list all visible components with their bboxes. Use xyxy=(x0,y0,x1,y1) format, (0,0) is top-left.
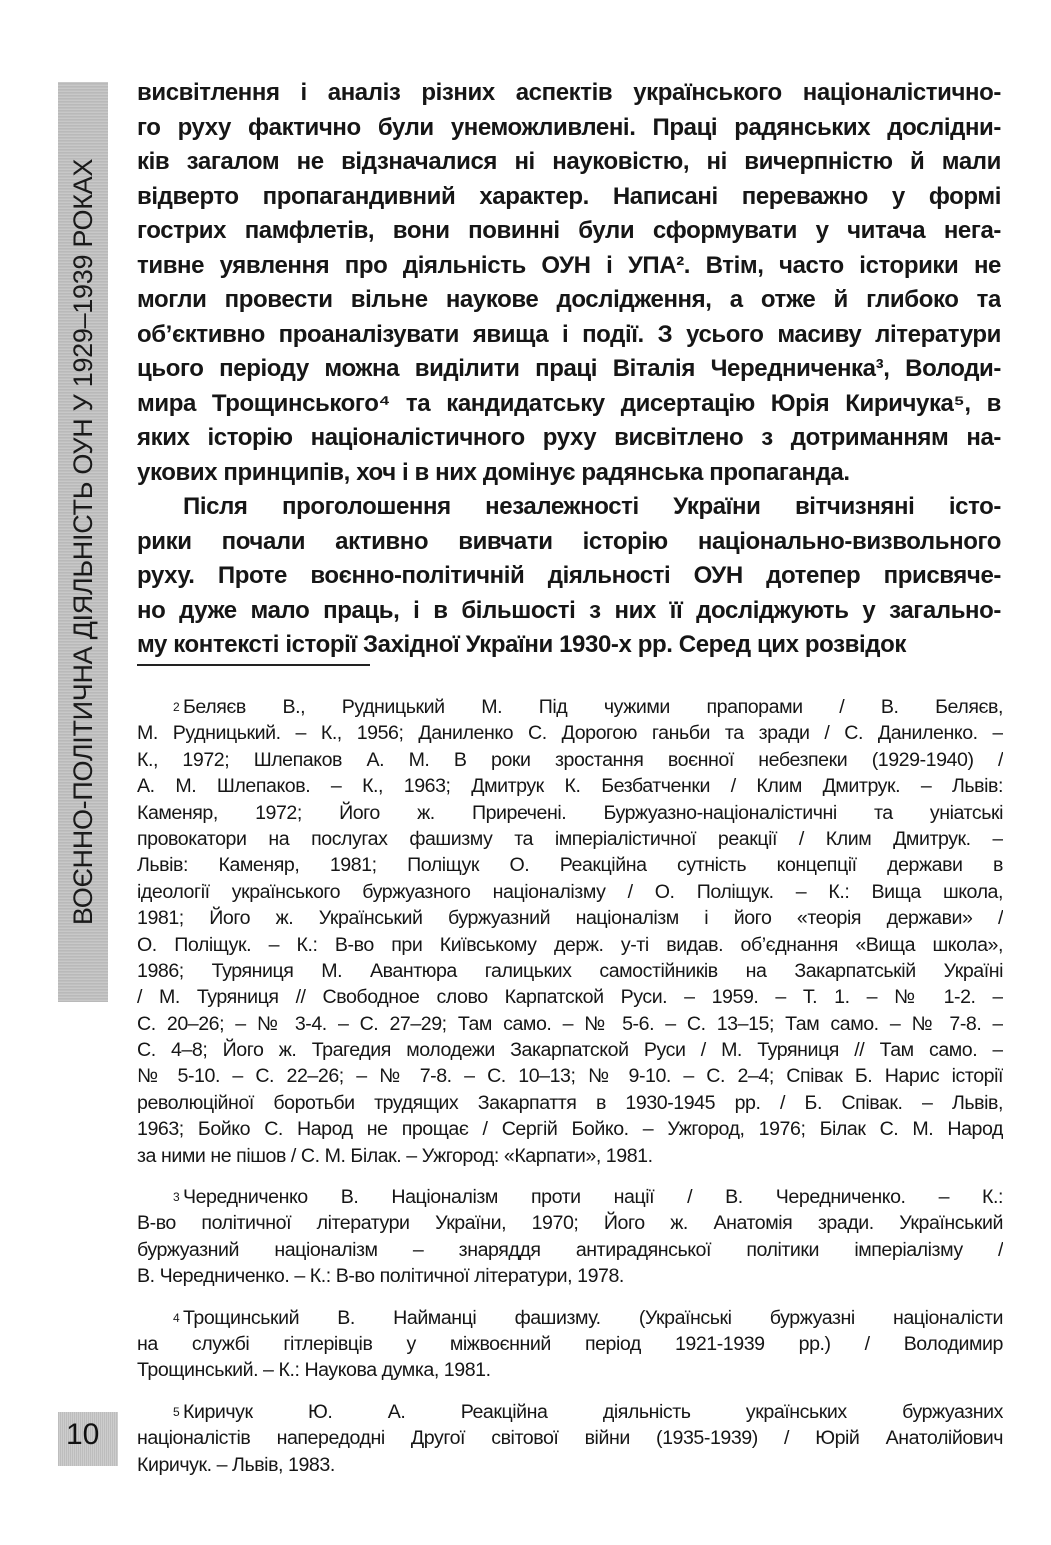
text-line: ків загалом не відзначалися ні науковістю, ні вичерпністю й мали xyxy=(137,148,1001,175)
footnote-line: К., 1972; Шлепаков А. М. В роки зростання воєнної небезпеки (1929-1940) / xyxy=(137,748,1003,771)
paragraph xyxy=(137,490,1001,663)
text-line: мира Трощинського⁴ та кандидатську дисертацію Юрія Киричука⁵, в xyxy=(137,389,1001,417)
footnote-marker: 4 xyxy=(173,1310,180,1325)
footnote-line: О. Поліщук. – К.: В-во при Київському держ. у-ті видав. об’єднання «Вища школа», xyxy=(137,933,1003,956)
footnote-line: / М. Туряниця // Свободное слово Карпатской Руси. – 1959. – Т. 1. – № 1-2. – xyxy=(137,986,1003,1009)
footnote-marker: 2 xyxy=(173,700,180,714)
footnote-line: М. Рудницький. – К., 1956; Даниленко С. Дорогою ганьби та зради / С. Даниленко. – xyxy=(137,722,1003,745)
footnote-line: 1981; Його ж. Український буржуазний націоналізм і його «теорія держави» / xyxy=(137,907,1003,930)
text-line: висвітлення і аналіз різних аспектів українського націоналістично- xyxy=(137,79,1001,106)
footnote-line: 1986; Туряниця М. Авантюра галицьких самостійників на Закарпатській Україні xyxy=(137,959,1003,982)
footnote-line: С. 20–26; – № 3-4. – С. 27–29; Там само. – № 5-6. – С. 13–15; Там само. – № 7-8. – xyxy=(137,1012,1003,1035)
text-line: му контексті історії Західної України 1930-х рр. Серед цих розвідок xyxy=(137,631,906,658)
footnote xyxy=(137,694,1003,1169)
footnote-separator xyxy=(137,664,370,666)
text-line: укових принципів, хоч і в них домінує радянська пропаганда. xyxy=(137,458,850,486)
footnote-line: Трощинський. – К.: Наукова думка, 1981. xyxy=(137,1359,491,1382)
footnote-line: буржуазний націоналізм – знаряддя антирадянської політики імперіалізму / xyxy=(137,1238,1003,1261)
text-line: відверто пропагандивний характер. Написані переважно у формі xyxy=(137,182,1001,210)
footnote-line: революційної боротьби трудящих Закарпаття в 1930-1945 рр. / Б. Співак. – Львів, xyxy=(137,1091,1003,1114)
text-line: го руху фактично були унеможливлені. Праці радянських дослідни- xyxy=(137,113,1001,141)
footnote xyxy=(137,1399,1003,1478)
footnote-line: Киричук. – Львів, 1983. xyxy=(137,1453,335,1476)
text-line: руху. Проте воєнно-політичній діяльності ОУН дотепер присвяче- xyxy=(137,562,1001,589)
footnote-line: Львів: Каменяр, 1981; Поліщук О. Реакційна сутність концепції держави в xyxy=(137,854,1003,877)
text-line: могли провести вільне наукове дослідження, а отже й глибоко та xyxy=(137,286,1001,313)
footnotes xyxy=(137,694,1003,1493)
footnote-marker: 5 xyxy=(173,1404,180,1419)
text-line: тивне уявлення про діяльність ОУН і УПА². Втім, часто історики не xyxy=(137,251,1001,279)
text-line: Після проголошення незалежності України вітчизняні істо- xyxy=(183,493,1001,520)
footnote-line: С. 4–8; Його ж. Трагедия молодежи Закарпатской Руси / М. Туряниця // Там само. – xyxy=(137,1039,1003,1062)
footnote-line: на службі гітлерівців у міжвоєнний період 1921-1939 рр.) / Володимир xyxy=(137,1333,1003,1356)
footnote-line: № 5-10. – С. 22–26; – № 7-8. – С. 10–13; № 9-10. – С. 2–4; Співак Б. Нарис історії xyxy=(137,1065,1003,1088)
text-line: гострих памфлетів, вони повинні були сформувати у читача нега- xyxy=(137,217,1001,244)
footnote-line: провокатори на послугах фашизму та імперіалістичної реакції / Клим Дмитрук. – xyxy=(137,827,1003,850)
footnote-line: Беляєв В., Рудницький М. Під чужими прапорами / В. Беляєв, xyxy=(183,696,1003,718)
footnote-line: Чередниченко В. Націоналізм проти нації / В. Чередниченко. – К.: xyxy=(183,1186,1003,1209)
footnote-line: В-во політичної літератури України, 1970; Його ж. Анатомія зради. Український xyxy=(137,1212,1003,1235)
footnote-line: Киричук Ю. А. Реакційна діяльність українських буржуазних xyxy=(183,1400,1003,1423)
footnote-line: В. Чередниченко. – К.: В-во політичної літератури, 1978. xyxy=(137,1265,624,1288)
page-number: 10 xyxy=(66,1418,100,1451)
text-line: об’єктивно проаналізувати явища і події. З усього масиву літератури xyxy=(137,320,1001,348)
footnote-line: Трощинський В. Найманці фашизму. (Українські буржуазні націоналісти xyxy=(183,1306,1003,1329)
paragraph xyxy=(137,76,1001,490)
footnote-line: ідеології українського буржуазного націоналізму / О. Поліщук. – К.: Вища школа, xyxy=(137,880,1003,903)
running-head: ВОЄННО-ПОЛІТИЧНА ДІЯЛЬНІСТЬ ОУН У 1929–1939 РОКАХ xyxy=(68,158,98,926)
footnote-line: 1963; Бойко С. Народ не прощає / Сергій Бойко. – Ужгород, 1976; Білак С. М. Народ xyxy=(137,1118,1003,1141)
footnote-marker: 3 xyxy=(173,1190,180,1205)
footnote-line: націоналістів напередодні Другої світової війни (1935-1939) / Юрій Анатолійович xyxy=(137,1427,1003,1450)
footnote xyxy=(137,1305,1003,1384)
footnote-line: Каменяр, 1972; Його ж. Приречені. Буржуазно-націоналістичні та уніатські xyxy=(137,801,1003,824)
text-line: но дуже мало праць, і в більшості з них її досліджують у загально- xyxy=(137,596,1001,624)
text-line: цього періоду можна виділити праці Віталія Чередниченка³, Володи- xyxy=(137,355,1001,382)
main-text xyxy=(137,76,1001,663)
text-line: рики почали активно вивчати історію національно-визвольного xyxy=(137,527,1001,555)
text-line: яких історію націоналістичного руху висвітлено з дотриманням на- xyxy=(137,424,1001,451)
footnote-line: за ними не пішов / С. М. Білак. – Ужгород: «Карпати», 1981. xyxy=(137,1144,653,1167)
footnote-line: А. М. Шлепаков. – К., 1963; Дмитрук К. Безбатченки / Клим Дмитрук. – Львів: xyxy=(137,775,1003,798)
footnote xyxy=(137,1184,1003,1290)
